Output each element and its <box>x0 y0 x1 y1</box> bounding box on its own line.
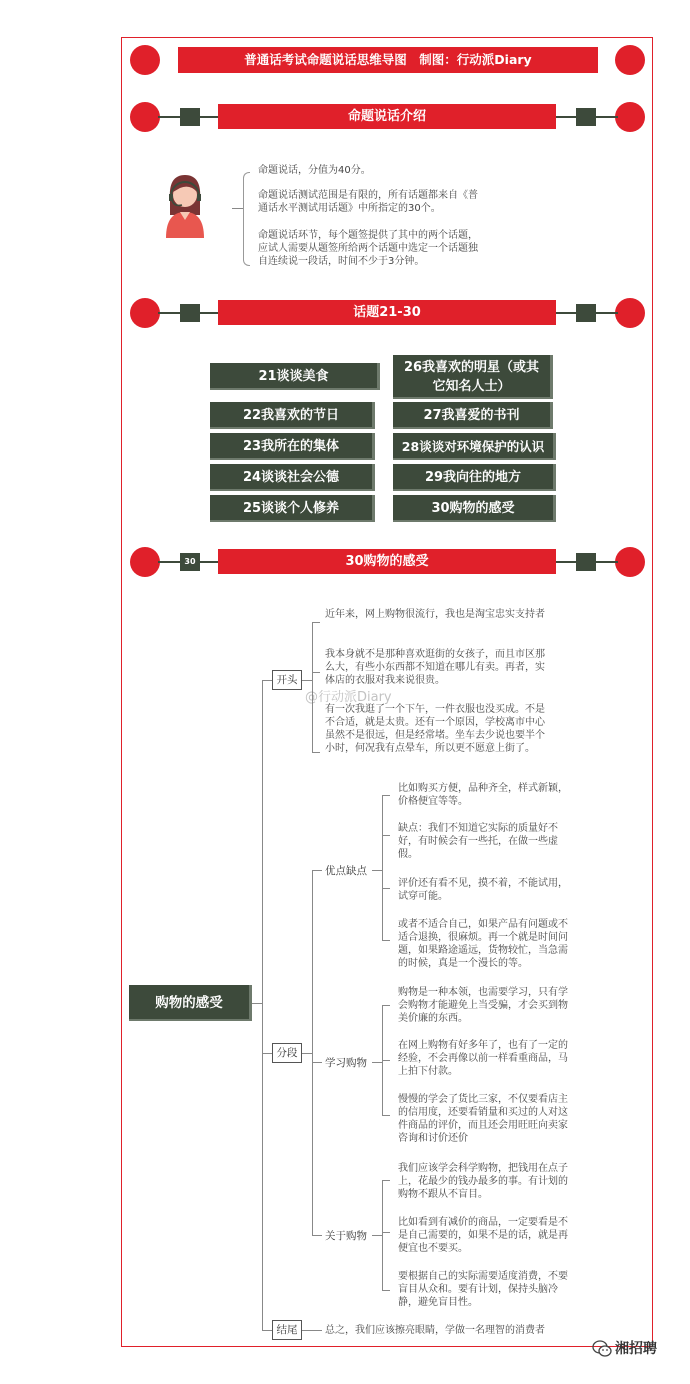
intro-item-1: 命题说话，分值为40分。 <box>258 165 371 176</box>
intro-item-2: 命题说话测试范围是有限的，所有话题都来自《普通话水平测试用话题》中所指定的30个。 <box>258 190 478 214</box>
pros-item-3: 评价还有看不见，摸不着，不能试用，试穿可能。 <box>398 878 568 902</box>
topic-28: 28谈谈对环境保护的认识 <box>393 433 556 460</box>
topic-30: 30购物的感受 <box>393 495 556 522</box>
topic-29: 29我向往的地方 <box>393 464 556 491</box>
ending-text: 总之，我们应该擦亮眼睛，学做一名理智的消费者 <box>325 1325 545 1336</box>
section3-title: 30购物的感受 <box>218 549 556 574</box>
topic-26: 26我喜欢的明星（或其它知名人士） <box>393 355 553 399</box>
opening-item-1: 近年来，网上购物很流行，我也是淘宝忠实支持者 <box>325 609 545 620</box>
branch-ending: 结尾 <box>272 1320 302 1340</box>
topic-27: 27我喜爱的书刊 <box>393 402 553 429</box>
section1-right-dot <box>615 102 645 132</box>
section2-right-dot <box>615 298 645 328</box>
watermark-corner: 湘招聘 <box>615 1341 657 1357</box>
learn-item-3: 慢慢的学会了货比三家，不仅要看店主的信用度，还要看销量和买过的人对这件商品的评价，而且还会用旺旺向卖家咨询和讨价还价 <box>398 1094 568 1144</box>
opening-item-2: 我本身就不是那种喜欢逛街的女孩子，而且市区那么大，有些小东西都不知道在哪儿有卖。再者，实体店的衣服对我来说很贵。 <box>325 649 545 686</box>
header-right-dot <box>615 45 645 75</box>
about-item-3: 要根据自己的实际需要适度消费，不要盲目从众和。要有计划，保持头脑冷静，避免盲目性。 <box>398 1271 568 1308</box>
branch-body: 分段 <box>272 1043 302 1063</box>
section1-title: 命题说话介绍 <box>218 104 556 129</box>
branch-about-shopping: 关于购物 <box>325 1230 367 1242</box>
section3-left-dot <box>130 547 160 577</box>
section1-left-dot <box>130 102 160 132</box>
about-item-2: 比如看到有减价的商品，一定要看是不是自己需要的，如果不是的话，就是再便宜也不要买。 <box>398 1217 568 1254</box>
section2-title: 话题21-30 <box>218 300 556 325</box>
agent-avatar-icon <box>160 170 210 240</box>
pros-item-1: 比如购买方便，品种齐全，样式新颖，价格便宜等等。 <box>398 783 568 807</box>
branch-opening: 开头 <box>272 670 302 690</box>
wechat-icon <box>592 1340 612 1358</box>
topic-21: 21谈谈美食 <box>210 363 380 390</box>
branch-pros-cons: 优点缺点 <box>325 865 367 877</box>
about-item-1: 我们应该学会科学购物，把钱用在点子上，花最少的钱办最多的事。有计划的购物不跟从不盲目。 <box>398 1163 568 1200</box>
mindmap-root: 购物的感受 <box>129 985 252 1021</box>
topic-25: 25谈谈个人修养 <box>210 495 375 522</box>
section3-right-dot <box>615 547 645 577</box>
topic-23: 23我所在的集体 <box>210 433 375 460</box>
header-left-dot <box>130 45 160 75</box>
page-title: 普通话考试命题说话思维导图 制图：行动派Diary <box>178 47 598 73</box>
learn-item-2: 在网上购物有好多年了，也有了一定的经验，不会再像以前一样看重商品，马上拍下付款。 <box>398 1040 568 1077</box>
opening-item-3: 有一次我逛了一个下午，一件衣服也没买成。不是不合适，就是太贵。还有一个原因，学校离市中心虽然不是很远，但是经常堵。坐车去少说也要半个小时，何况我有点晕车，所以更不愿意上街了。 <box>325 704 545 754</box>
branch-learn-shopping: 学习购物 <box>325 1057 367 1069</box>
intro-item-3: 命题说话环节，每个题签提供了其中的两个话题，应试人需要从题签所给两个话题中选定一个话题独自连续说一段话，时间不少于3分钟。 <box>258 230 478 267</box>
topic-24: 24谈谈社会公德 <box>210 464 375 491</box>
pros-item-4: 或者不适合自己，如果产品有问题或不适合退换，很麻烦。再一个就是时间问题，如果路途遥远，货物较忙，当急需的时候，真是一个漫长的等。 <box>398 919 568 969</box>
section2-left-dot <box>130 298 160 328</box>
topic-22: 22我喜欢的节日 <box>210 402 375 429</box>
pros-item-2: 缺点：我们不知道它实际的质量好不好，有时候会有一些托，在做一些虚假。 <box>398 823 558 860</box>
learn-item-1: 购物是一种本领，也需要学习，只有学会购物才能避免上当受骗，才会买到物美价廉的东西。 <box>398 987 568 1024</box>
section3-badge: 30 <box>180 553 200 571</box>
watermark-center: @行动派Diary <box>305 690 392 705</box>
